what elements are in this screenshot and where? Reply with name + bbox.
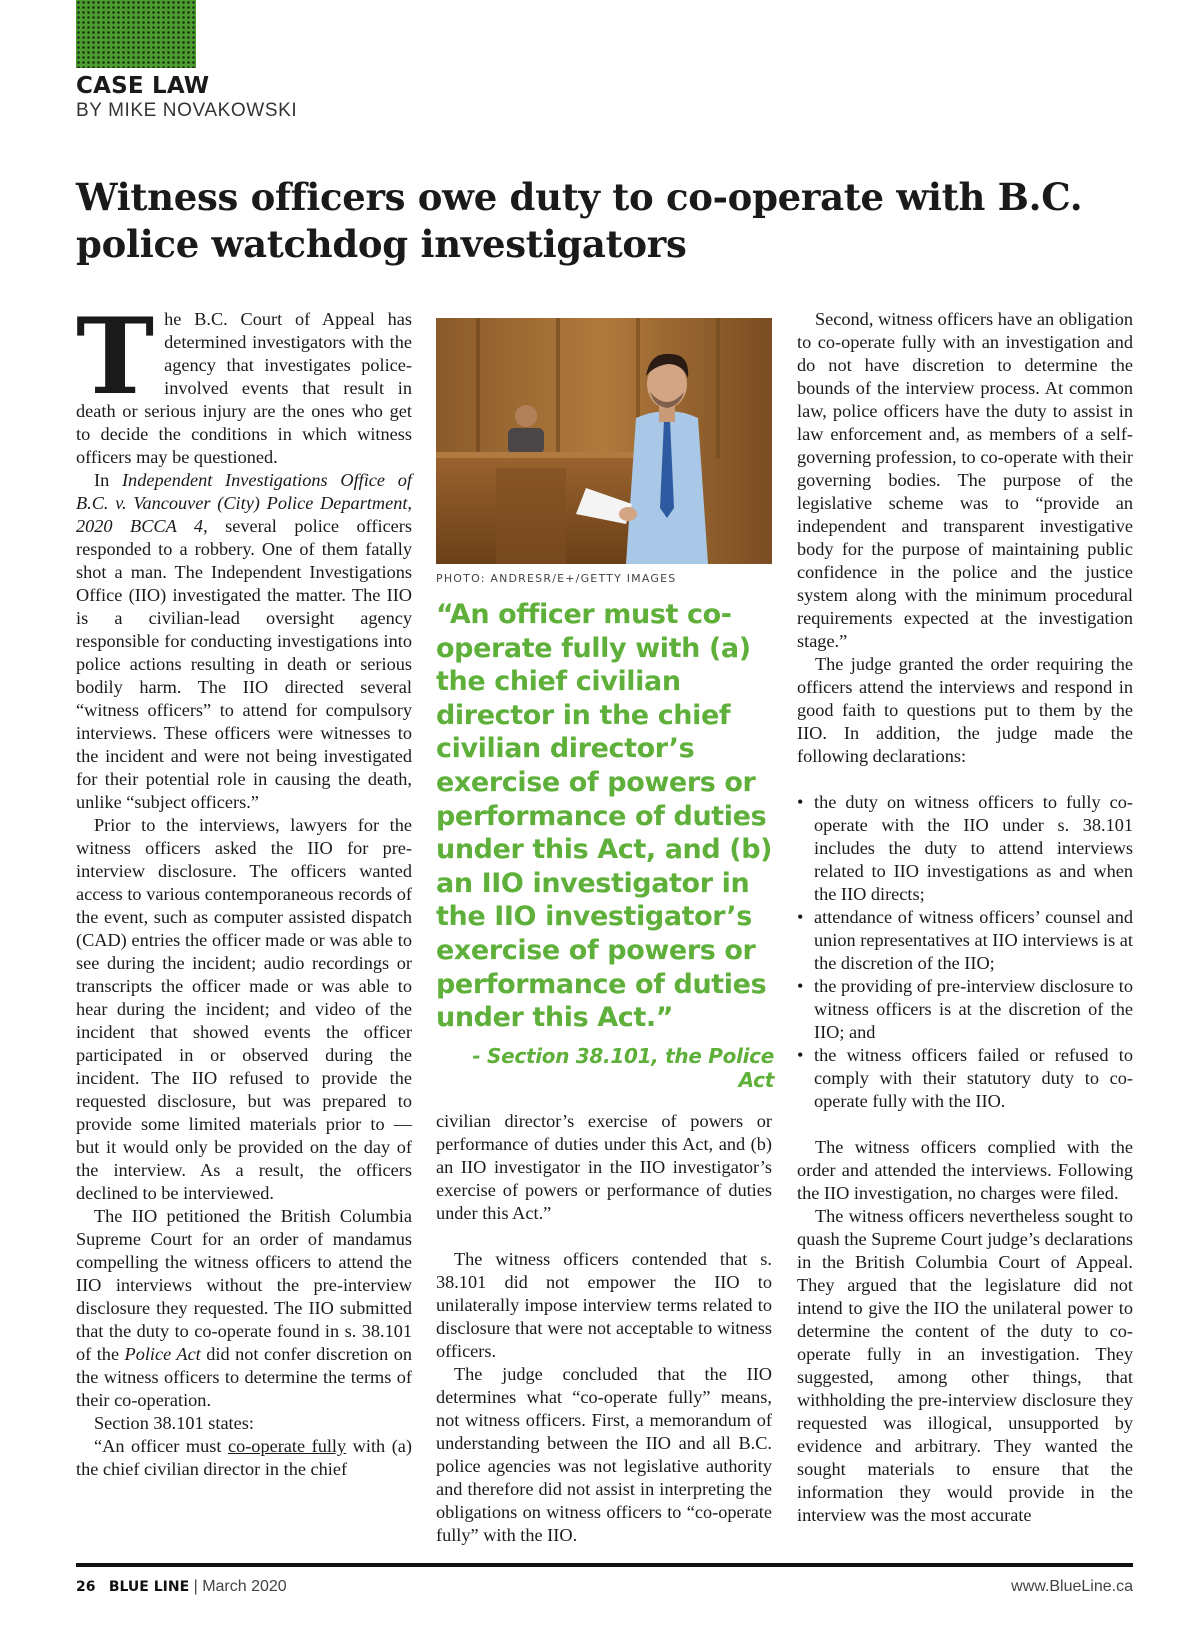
paragraph: The witness officers complied with the order and attended the interviews. Following the IIO investigation, no charges were filed. <box>797 1137 1133 1203</box>
paragraph: The IIO petitioned the British Columbia Supreme Court for an order of mandamus compelling the witness officers to attend the IIO interviews without the pre-interview disclosure they requested. The IIO submitted that the duty to co-operate found in s. 38.101 of the Police Act did not confer discretion on the witness officers to determine the terms of their co-operation. <box>76 1206 412 1410</box>
list-item: • attendance of witness officers’ counsel and union representatives at IIO interviews is at the discretion of the IIO; <box>797 906 1133 975</box>
magazine-name: BLUE LINE <box>108 1579 190 1595</box>
paragraph: The witness officers nevertheless sought to quash the Supreme Court judge’s declarations in the British Columbia Court of Appeal. They argued that the legislature did not intend to give the IIO the unilateral power to determine the content of the duty to co-operate fully in an investigation. They suggested, among other things, that withholding the pre-interview disclosure they requested was illogical, unsupported by evidence and arbitrary. They wanted the sought materials to ensure that the information they would provide in the interview was the most accurate <box>797 1206 1133 1525</box>
courtroom-photo <box>436 318 772 564</box>
page-number: 26 <box>76 1579 96 1595</box>
list-item: • the witness officers failed or refused to comply with their statutory duty to co-operate fully with the IIO. <box>797 1044 1133 1113</box>
article-column-2 <box>436 1110 772 1547</box>
article-column-3 <box>797 308 1133 1527</box>
issue-date: March 2020 <box>202 1578 287 1595</box>
paragraph: In Independent Investigations Office of B.C. v. Vancouver (City) Police Department, 2020 BCCA 4, several police officers responded to a robbery. One of them fatally shot a man. The Independent Investigations Office (IIO) investigated the matter. The IIO is a civilian-lead oversight agency responsible for conducting investigations into police actions resulting in death or serious bodily harm. The IIO directed several “witness officers” to attend for compulsory interviews. These officers were witnesses to the incident and were not being investigated for their potential role in causing the death, unlike “subject officers.” <box>76 470 412 812</box>
list-item: • the providing of pre-interview disclosure to witness officers is at the discretion of the IIO; and <box>797 975 1133 1044</box>
website-url[interactable]: www.BlueLine.ca <box>1011 1578 1133 1595</box>
article-column-1 <box>76 294 412 1481</box>
paragraph: civilian director’s exercise of powers or performance of duties under this Act, and (b) an IIO investigator in the IIO investigator’s exercise of powers or performance of duties under this Act.” <box>436 1111 772 1223</box>
paragraph: Prior to the interviews, lawyers for the witness officers asked the IIO for pre-interview disclosure. The officers wanted access to various contemporaneous records of the event, such as computer assisted dispatch (CAD) entries the officer made or was able to see during the incident; audio recordings or transcripts the officer made or was able to hear during the incident; and video of the incident that showed events the officer participated in or observed during the incident. The IIO refused to provide the requested disclosure, but was prepared to provide some limited materials prior to — but it would only be provided on the day of the interview. As a result, the officers declined to be interviewed. <box>76 815 412 1203</box>
paragraph: The judge granted the order requiring the officers attend the interviews and respond in good faith to questions put to them by the IIO. In addition, the judge made the following declarations: <box>797 654 1133 766</box>
photo-credit: PHOTO: ANDRESR/E+/GETTY IMAGES <box>436 572 677 585</box>
case-citation: Independent Investigations Office of B.C. v. Vancouver (City) Police Department, 2020 BCCA 4 <box>76 470 412 536</box>
pull-quote: “An officer must co-operate fully with (a) the chief civilian director in the chief civilian director’s exercise of powers or performance of duties under this Act, and (b) an IIO investigator in the IIO investigator’s exercise of powers or performance of duties under this Act.” <box>436 599 773 1034</box>
paragraph: The witness officers contended that s. 38.101 did not empower the IIO to unilaterally impose interview terms related to disclosure that were not acceptable to witness officers. <box>436 1249 772 1361</box>
declarations-list <box>797 791 1133 1113</box>
paragraph: “An officer must co-operate fully with (a) the chief civilian director in the chief <box>76 1436 412 1479</box>
intro-paragraph: The B.C. Court of Appeal has determined investigators with the agency that investigates police-involved events that result in death or serious injury are the ones who get to decide the conditions in which witness officers may be questioned. <box>76 294 412 467</box>
paragraph: Second, witness officers have an obligation to co-operate fully with an investigation and do not have discretion to determine the bounds of the interview process. At common law, police officers have the duty to assist in law enforcement and, as members of a self-governing profession, to co-operate with their governing bodies. The purpose of the legislative scheme was to “provide an independent and transparent investigative body for the purpose of maintaining public confidence in the police and the justice system along with the minimum procedural requirements expected at the investigation stage.” <box>797 309 1133 651</box>
list-item: • the duty on witness officers to fully co-operate with the IIO under s. 38.101 includes the duty to attend interviews related to IIO investigations as and when the IIO directs; <box>797 791 1133 906</box>
paragraph: The judge concluded that the IIO determines what “co-operate fully” means, not witness officers. First, a memorandum of understanding between the IIO and all B.C. police agencies was not legislative authority and therefore did not assist in interpreting the obligations on witness officers to “co-operate fully” with the IIO. <box>436 1364 772 1545</box>
drop-cap: T <box>76 294 155 418</box>
paragraph: Section 38.101 states: <box>94 1413 254 1433</box>
decorative-pattern-block <box>76 0 196 68</box>
pull-quote-attribution: - Section 38.101, the Police Act <box>472 1044 774 1092</box>
section-label: CASE LAW <box>76 73 210 99</box>
courtroom-illustration <box>436 318 772 564</box>
article-headline: Witness officers owe duty to co-operate with B.C. police watchdog investigators <box>76 175 1083 266</box>
footer-rule <box>76 1563 1133 1567</box>
footer-separator: | <box>193 1578 198 1595</box>
footer-left <box>76 1578 287 1596</box>
byline: BY MIKE NOVAKOWSKI <box>76 100 298 121</box>
